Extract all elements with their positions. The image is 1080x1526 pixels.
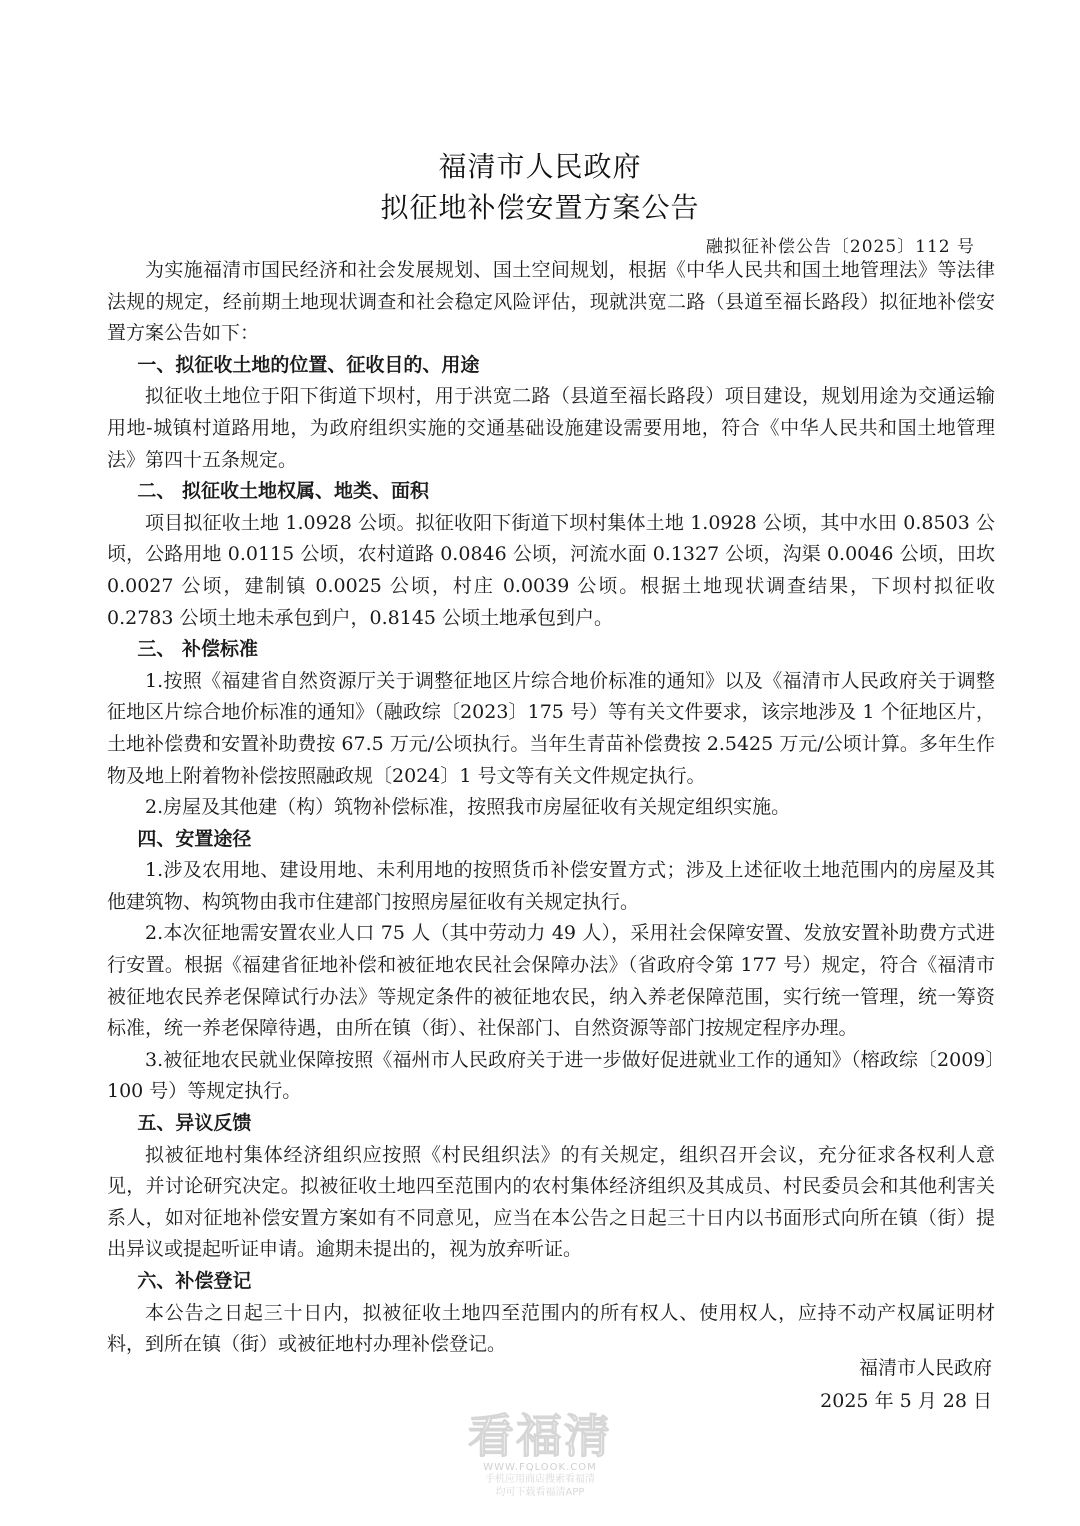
section-heading-3: 三、 补偿标准: [137, 638, 259, 661]
section-heading-1: 一、拟征收土地的位置、征收目的、用途: [137, 353, 480, 376]
section-4-paragraph-2: 2.本次征地需安置农业人口 75 人（其中劳动力 49 人），采用社会保障安置、发放安置补助费方式进行安置。根据《福建省征地补偿和被征地农民社会保障办法》（省政府令第 177 号）规定，符合《福清市被征地农民养老保障试行办法》等规定条件的被征地农民，纳入养老保障范围，实行统一管理，统一筹资标准，统一养老保障待遇，由所在镇（街）、社保部门、自然资源等部门按规定程序办理。: [107, 922, 995, 1040]
section-6-paragraph-1: 本公告之日起三十日内，拟被征收土地四至范围内的所有权人、使用权人，应持不动产权属证明材料，到所在镇（街）或被征地村办理补偿登记。: [107, 1301, 995, 1356]
watermark: [440, 1410, 640, 1499]
watermark-url: WWW.FQLOOK.COM: [483, 1462, 597, 1473]
section-3-paragraph-1: 1.按照《福建省自然资源厅关于调整征地区片综合地价标准的通知》以及《福清市人民政府关于调整征地区片综合地价标准的通知》（融政综〔2023〕175 号）等有关文件要求，该宗地涉及 1 个征地区片，土地补偿费和安置补助费按 67.5 万元/公顷执行。当年生青苗补偿费按 2.5425 万元/公顷计算。多年生作物及地上附着物补偿按照融政规〔2024〕1 号文等有关文件规定执行。: [107, 669, 995, 787]
watermark-line-2: 均可下载看福清APP: [495, 1487, 585, 1498]
section-heading-2: 二、 拟征收土地权属、地类、面积: [137, 480, 430, 503]
watermark-brand: 看福清: [468, 1409, 612, 1463]
section-heading-4: 四、安置途径: [137, 827, 252, 850]
section-3-paragraph-2: 2.房屋及其他建（构）筑物补偿标准，按照我市房屋征收有关规定组织实施。: [145, 796, 791, 819]
section-heading-6: 六、补偿登记: [137, 1270, 252, 1292]
document-number: 融拟征补偿公告〔2025〕112 号: [705, 237, 975, 257]
section-1-paragraph-1: 拟征收土地位于阳下街道下坝村，用于洪宽二路（县道至福长路段）项目建设，规划用途为交通运输用地-城镇村道路用地，为政府组织实施的交通基础设施建设需要用地，符合《中华人民共和国土地管理法》第四十五条规定。: [107, 385, 995, 471]
document-body: [107, 255, 995, 1361]
section-4-paragraph-3: 3.被征地农民就业保障按照《福州市人民政府关于进一步做好促进就业工作的通知》（榕政综〔2009〕100 号）等规定执行。: [107, 1048, 995, 1103]
watermark-line-1: 手机应用商店搜索看福清: [485, 1474, 595, 1485]
section-4-paragraph-1: 1.涉及农用地、建设用地、未利用地的按照货币补偿安置方式；涉及上述征收土地范围内的房屋及其他建筑物、构筑物由我市住建部门按照房屋征收有关规定执行。: [107, 859, 995, 913]
intro-paragraph: 为实施福清市国民经济和社会发展规划、国土空间规划，根据《中华人民共和国土地管理法》等法律法规的规定，经前期土地现状调查和社会稳定风险评估，现就洪宽二路（县道至福长路段）拟征地补偿安置方案公告如下：: [107, 259, 995, 345]
title-line-1: 福清市人民政府: [438, 150, 642, 183]
section-5-paragraph-1: 拟被征地村集体经济组织应按照《村民组织法》的有关规定，组织召开会议，充分征求各权利人意见，并讨论研究决定。拟被征收土地四至范围内的农村集体经济组织及其成员、村民委员会和其他利害关系人，如对征地补偿安置方案如有不同意见，应当在本公告之日起三十日内以书面形式向所在镇（街）提出异议或提起听证申请。逾期未提出的，视为放弃听证。: [107, 1143, 995, 1261]
signature-org: 福清市人民政府: [858, 1357, 992, 1379]
section-heading-5: 五、异议反馈: [137, 1112, 252, 1135]
section-2-paragraph-1: 项目拟征收土地 1.0928 公顷。拟征收阳下街道下坝村集体土地 1.0928 公顷，其中水田 0.8503 公顷，公路用地 0.0115 公顷，农村道路 0.0846 公顷，河流水面 0.1327 公顷，沟渠 0.0046 公顷，田坎 0.0027 公顷，建制镇 0.0025 公顷，村庄 0.0039 公顷。根据土地现状调查结果，下坝村拟征收 0.2783 公顷土地未承包到户，0.8145 公顷土地承包到户。: [107, 511, 995, 629]
signature-date: 2025 年 5 月 28 日: [820, 1390, 992, 1412]
title-line-2: 拟征地补偿安置方案公告: [380, 191, 700, 224]
